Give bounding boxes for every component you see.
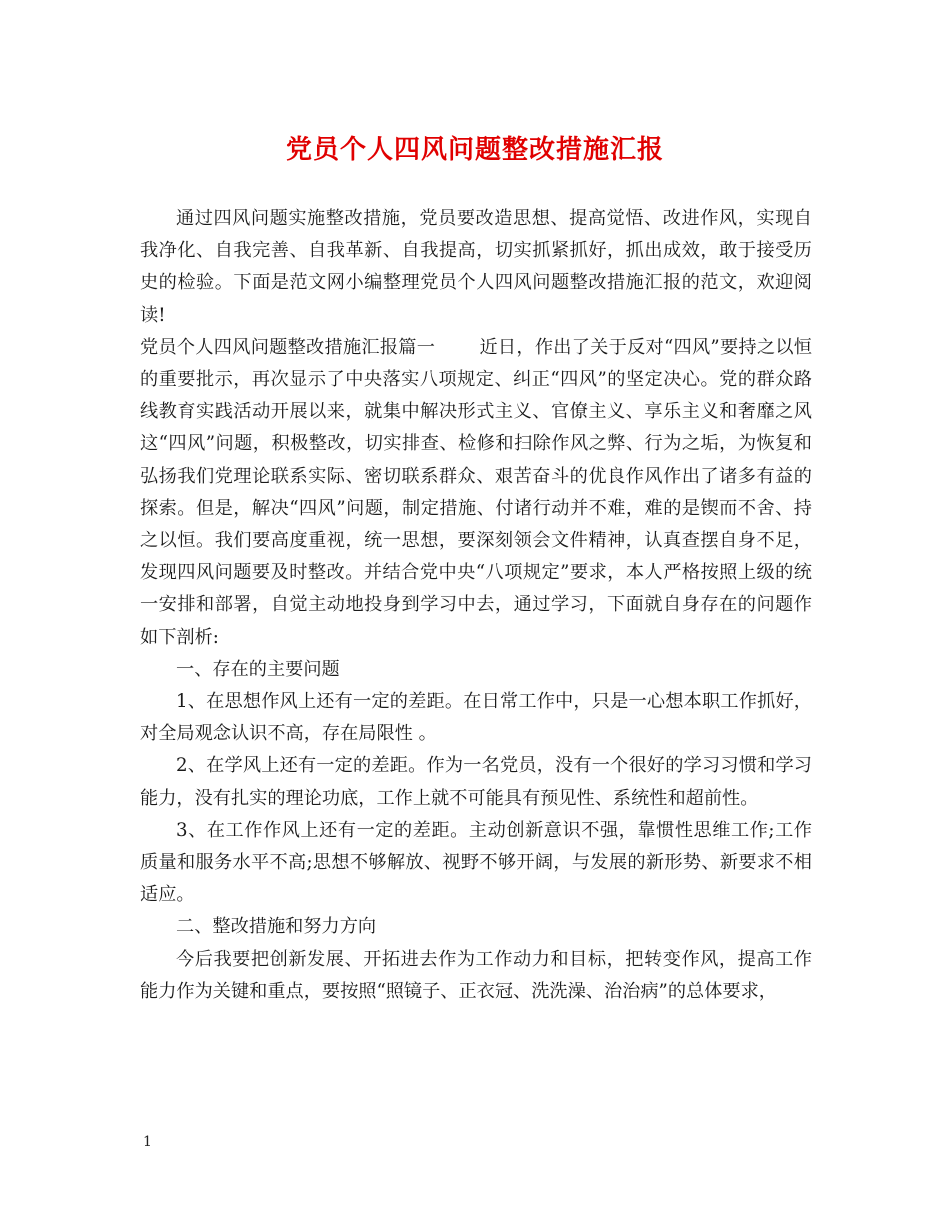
- list-item: 1、在思想作风上还有一定的差距。在日常工作中，只是一心想本职工作抓好，对全局观念认识不高，存在局限性 。: [140, 691, 812, 745]
- section-paragraph: [140, 332, 812, 654]
- list-item: 2、在学风上还有一定的差距。作为一名党员，没有一个很好的学习习惯和学习能力，没有扎实的理论功底，工作上就不可能具有预见性、系统性和超前性。: [140, 755, 812, 809]
- page-number: 1: [143, 1134, 152, 1150]
- document-title: 党员个人四风问题整改措施汇报: [285, 135, 664, 165]
- section-heading: 党员个人四风问题整改措施汇报篇一: [140, 336, 436, 358]
- document-body: [140, 203, 812, 1008]
- heading-existing-problems: 一、存在的主要问题: [176, 658, 340, 680]
- heading-rectification-measures: 二、整改措施和努力方向: [176, 916, 377, 938]
- intro-paragraph: 通过四风问题实施整改措施，党员要改造思想、提高觉悟、改进作风，实现自我净化、自我完善、自我革新、自我提高，切实抓紧抓好，抓出成效，敢于接受历史的检验。下面是范文网小编整理党员个人四风问题整改措施汇报的范文，欢迎阅读!: [140, 208, 812, 326]
- list-item: 3、在工作作风上还有一定的差距。主动创新意识不强，靠惯性思维工作;工作质量和服务水平不高;思想不够解放、视野不够开阔，与发展的新形势、新要求不相适应。: [140, 819, 812, 906]
- closing-paragraph: 今后我要把创新发展、开拓进去作为工作动力和目标，把转变作风，提高工作能力作为关键和重点，要按照“照镜子、正衣冠、洗洗澡、治治病”的总体要求，: [140, 948, 812, 1002]
- section-first-paragraph-text: 近日，作出了关于反对“四风”要持之以恒的重要批示，再次显示了中央落实八项规定、纠正“四风”的坚定决心。党的群众路线教育实践活动开展以来，就集中解决形式主义、官僚主义、享乐主义和奢靡之风这“四风”问题，积极整改，切实排查、检修和扫除作风之弊、行为之垢，为恢复和弘扬我们党理论联系实际、密切联系群众、艰苦奋斗的优良作风作出了诸多有益的探索。但是，解决“四风”问题，制定措施、付诸行动并不难，难的是锲而不舍、持之以恒。我们要高度重视，统一思想，要深刻领会文件精神，认真查摆自身不足，发现四风问题要及时整改。并结合党中央“八项规定”要求，本人严格按照上级的统一安排和部署，自觉主动地投身到学习中去，通过学习，下面就自身存在的问题作如下剖析:: [140, 336, 812, 648]
